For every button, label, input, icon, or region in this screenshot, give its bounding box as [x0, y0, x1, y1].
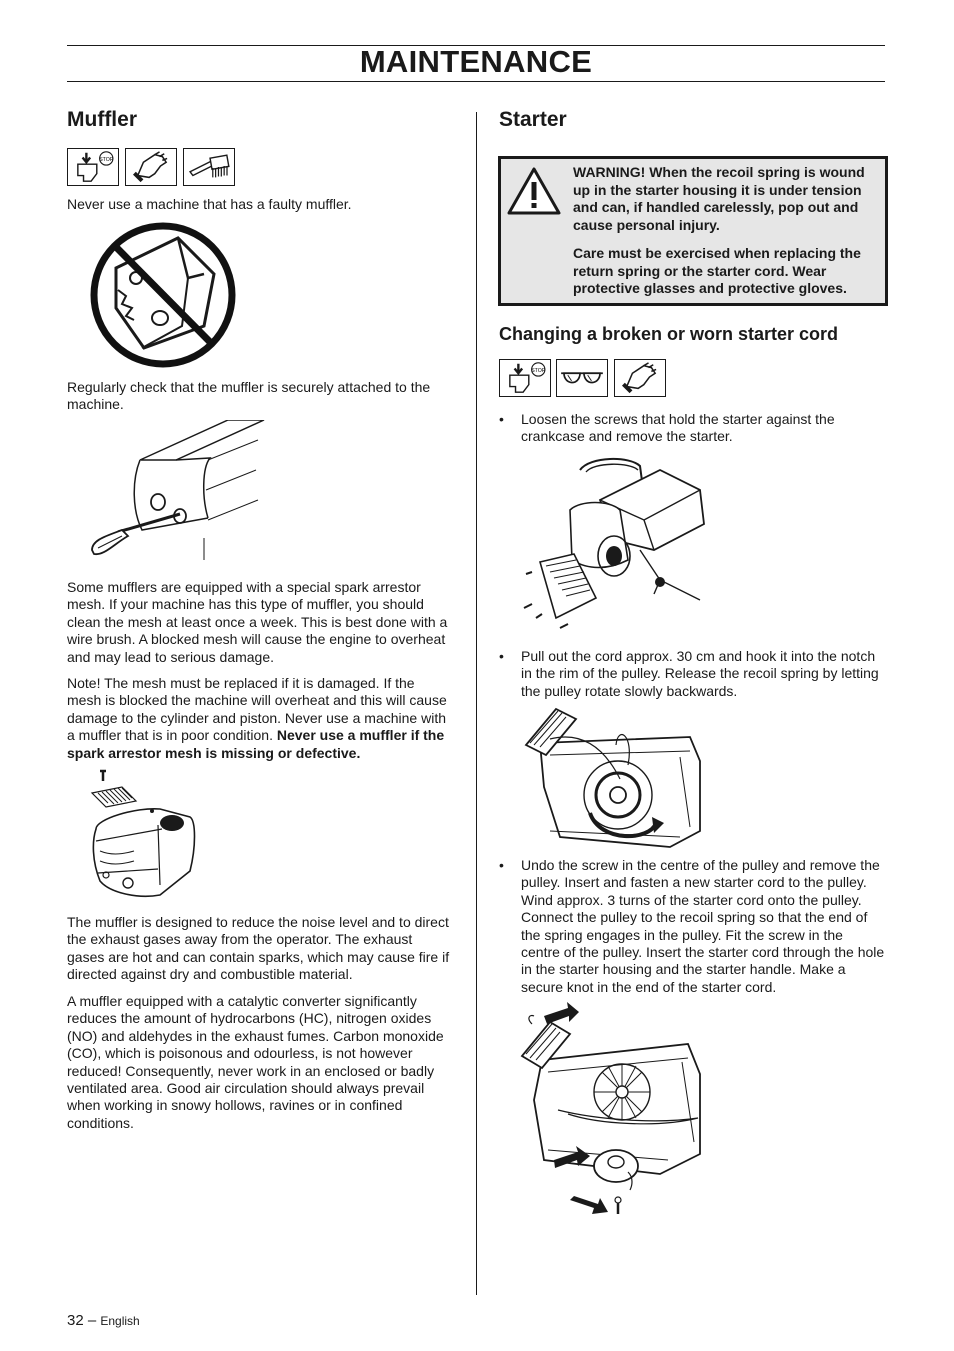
muffler-note-bold-text: Never use a muffler if the spark arrestor mesh is missing or defective.: [67, 727, 445, 761]
page-number: 32 –: [67, 1312, 97, 1329]
no-faulty-muffler-illustration: [88, 220, 238, 370]
muffler-paragraph-1: Never use a machine that has a faulty muffler.: [67, 196, 352, 212]
stop-label: STOP: [531, 367, 546, 374]
release-recoil-spring-illustration: [520, 705, 705, 850]
bullet: •: [499, 857, 504, 873]
remove-starter-illustration: [520, 450, 710, 640]
page-footer: [67, 1312, 140, 1329]
stop-engine-icon: [499, 359, 551, 397]
step-1-text: Loosen the screws that hold the starter against the crankcase and remove the starter.: [521, 411, 835, 445]
title-underline-rule: [67, 81, 885, 82]
bullet: •: [499, 411, 504, 427]
wire-brush-icon: [183, 148, 235, 186]
muffler-heading: Muffler: [67, 108, 137, 131]
starter-heading: Starter: [499, 108, 567, 131]
muffler-paragraph-5: The muffler is designed to reduce the noise level and to direct the exhaust gases away from the operator. The exhaust gases are hot and can contain sparks, which may cause fire if directed against dry and combustible material.: [67, 914, 450, 983]
protective-gloves-icon: [614, 359, 666, 397]
page-title: MAINTENANCE: [359, 44, 593, 79]
stop-engine-icon: [67, 148, 119, 186]
step-2-text: Pull out the cord approx. 30 cm and hook it into the notch in the rim of the pulley. Release the recoil spring by letting the pulley rotate slowly backwards.: [521, 648, 879, 699]
muffler-screwdriver-illustration: [88, 420, 268, 570]
bullet: •: [499, 648, 504, 664]
step-3-text: Undo the screw in the centre of the pulley and remove the pulley. Insert and fasten a new starter cord to the pulley. Wind approx. 3 turns of the starter cord onto the pulley. Connect the pulley to the recoil spring so that the end of the spring engages in the pulley. Fit the screw in the centre of the pulley. Insert the starter cord through the hole in the starter housing and the starter handle. Make a secure knot in the end of the starter cord.: [521, 857, 885, 995]
warning-box: [498, 156, 888, 306]
warning-paragraph-1: WARNING! When the recoil spring is wound up in the starter housing it is under tension and can, if handled carelessly, pop out and cause personal injury.: [573, 164, 865, 233]
column-divider: [476, 112, 477, 1295]
muffler-paragraph-6: A muffler equipped with a catalytic converter significantly reduces the amount of hydrocarbons (HC), nitrogen oxides (NO) and aldehydes in the exhaust fumes. Carbon monoxide (CO), which is poisonous and odourless, is not however reduced! Consequently, never work in an enclosed or badly ventilated area. Good air circulation should always prevail when working in snowy hollows, ravines or in confined conditions.: [67, 993, 444, 1131]
protective-glasses-icon: [556, 359, 608, 397]
muffler-paragraph-3: Some mufflers are equipped with a special spark arrestor mesh. If your machine has this type of muffler, you should clean the mesh at least once a week. This is best done with a wire brush. A blocked mesh will cause the engine to overheat and may lead to serious damage.: [67, 579, 448, 665]
muffler-note-text: Note! The mesh must be replaced if it is damaged. If the mesh is blocked the machine will overheat and this will cause damage to the cylinder and piston. Never use a machine with a muffler that is in poor condition.: [67, 675, 447, 744]
warning-paragraph-2: Care must be exercised when replacing the return spring or the starter cord. Wear protective glasses and protective gloves.: [573, 245, 861, 297]
muffler-paragraph-2: Regularly check that the muffler is securely attached to the machine.: [67, 379, 431, 413]
starter-subheading: Changing a broken or worn starter cord: [499, 324, 839, 344]
stop-label: STOP: [99, 156, 114, 163]
warning-triangle-icon: [506, 166, 562, 216]
muffler-paragraph-4: [67, 675, 452, 762]
protective-gloves-icon: [125, 148, 177, 186]
spark-arrestor-mesh-illustration: [88, 765, 198, 905]
fit-new-starter-cord-illustration: [518, 1000, 708, 1225]
footer-language: English: [100, 1314, 140, 1328]
